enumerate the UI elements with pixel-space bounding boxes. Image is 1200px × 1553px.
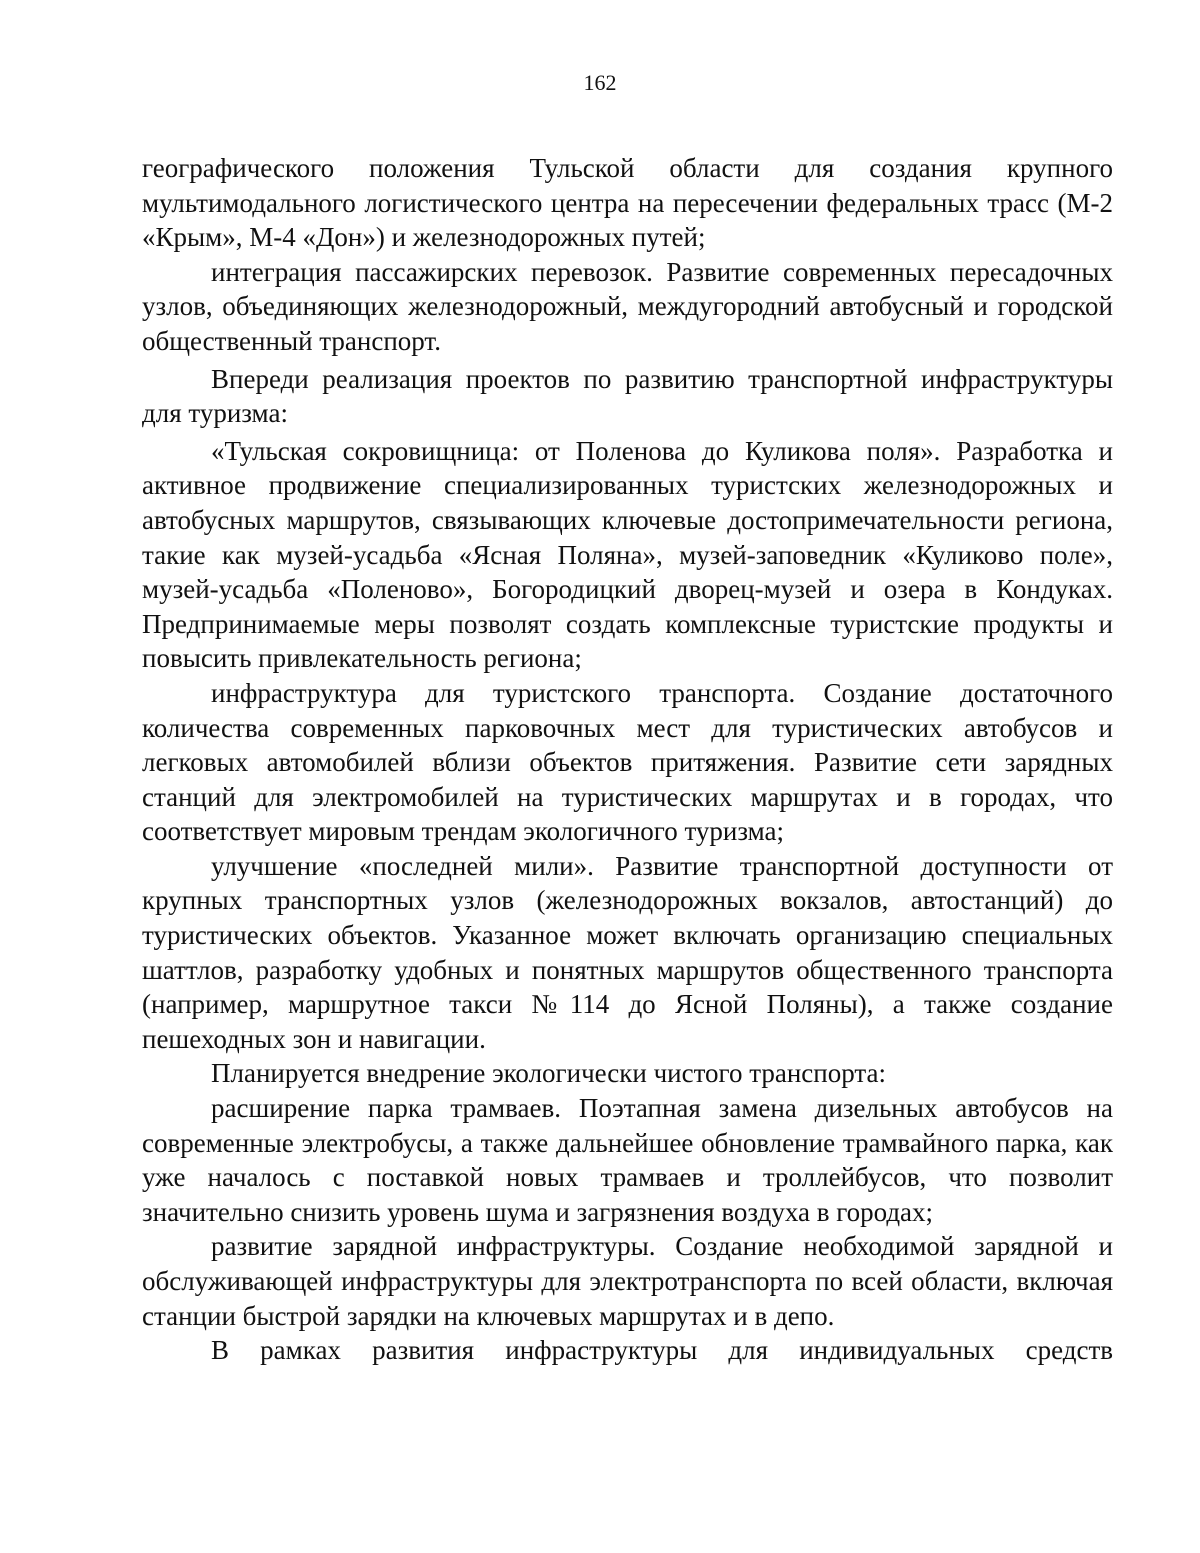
page-number: 162: [583, 70, 617, 95]
paragraph-charging-infrastructure: развитие зарядной инфраструктуры. Создание необходимой зарядной и обслуживающей инфраструктуры для электротранспорта по всей области, включая станции быстрой зарядки на ключевых маршрутах и в депо.: [142, 1231, 1113, 1331]
paragraph-tourism-intro: Впереди реализация проектов по развитию транспортной инфраструктуры для туризма:: [142, 363, 1113, 429]
paragraph-tram-fleet: расширение парка трамваев. Поэтапная замена дизельных автобусов на современные электробусы, а также дальнейшее обновление трамвайного парка, как уже началось с поставкой новых трамваев и троллейбусов, что позволит значительно снизить уровень шума и загрязнения воздуха в городах;: [142, 1093, 1113, 1227]
paragraph-tourist-transport-infrastructure: инфраструктура для туристского транспорта. Создание достаточного количества современных парковочных мест для туристических автобусов и легковых автомобилей вблизи объектов притяжения. Развитие сети зарядных станций для электромобилей на туристических маршрутах и в городах, что соответствует мировым трендам экологичного туризма;: [142, 677, 1113, 847]
paragraph-tula-treasury: «Тульская сокровищница: от Поленова до Куликова поля». Разработка и активное продвижение специализированных туристских железнодорожных и автобусных маршрутов, связывающих ключевые достопримечательности региона, такие как музей-усадьба «Ясная Поляна», музей-заповедник «Куликово поле», музей-усадьба «Поленово», Богородицкий дворец-музей и озера в Кондуках. Предпринимаемые меры позволят создать комплексные туристские продукты и повысить привлекательность региона;: [142, 435, 1113, 674]
paragraph-passenger-integration: интеграция пассажирских перевозок. Развитие современных пересадочных узлов, объединяющих железнодорожный, междугородний автобусный и городской общественный транспорт.: [142, 256, 1113, 356]
document-body: [142, 151, 1113, 1368]
paragraph-last-mile: улучшение «последней мили». Развитие транспортной доступности от крупных транспортных узлов (железнодорожных вокзалов, автостанций) до туристических объектов. Указанное может включать организацию специальных шаттлов, разработку удобных и понятных маршрутов общественного транспорта (например, маршрутное такси №114 до Ясной Поляны), а также создание пешеходных зон и навигации.: [142, 850, 1113, 1054]
paragraph-continuation: географического положения Тульской области для создания крупного мультимодального логистического центра на пересечении федеральных трасс (М-2 «Крым», М-4 «Дон») и железнодорожных путей;: [142, 153, 1113, 253]
paragraph-individual-means: В рамках развития инфраструктуры для индивидуальных средств: [211, 1335, 1113, 1366]
paragraph-eco-transport-intro: Планируется внедрение экологически чистого транспорта:: [211, 1058, 886, 1089]
